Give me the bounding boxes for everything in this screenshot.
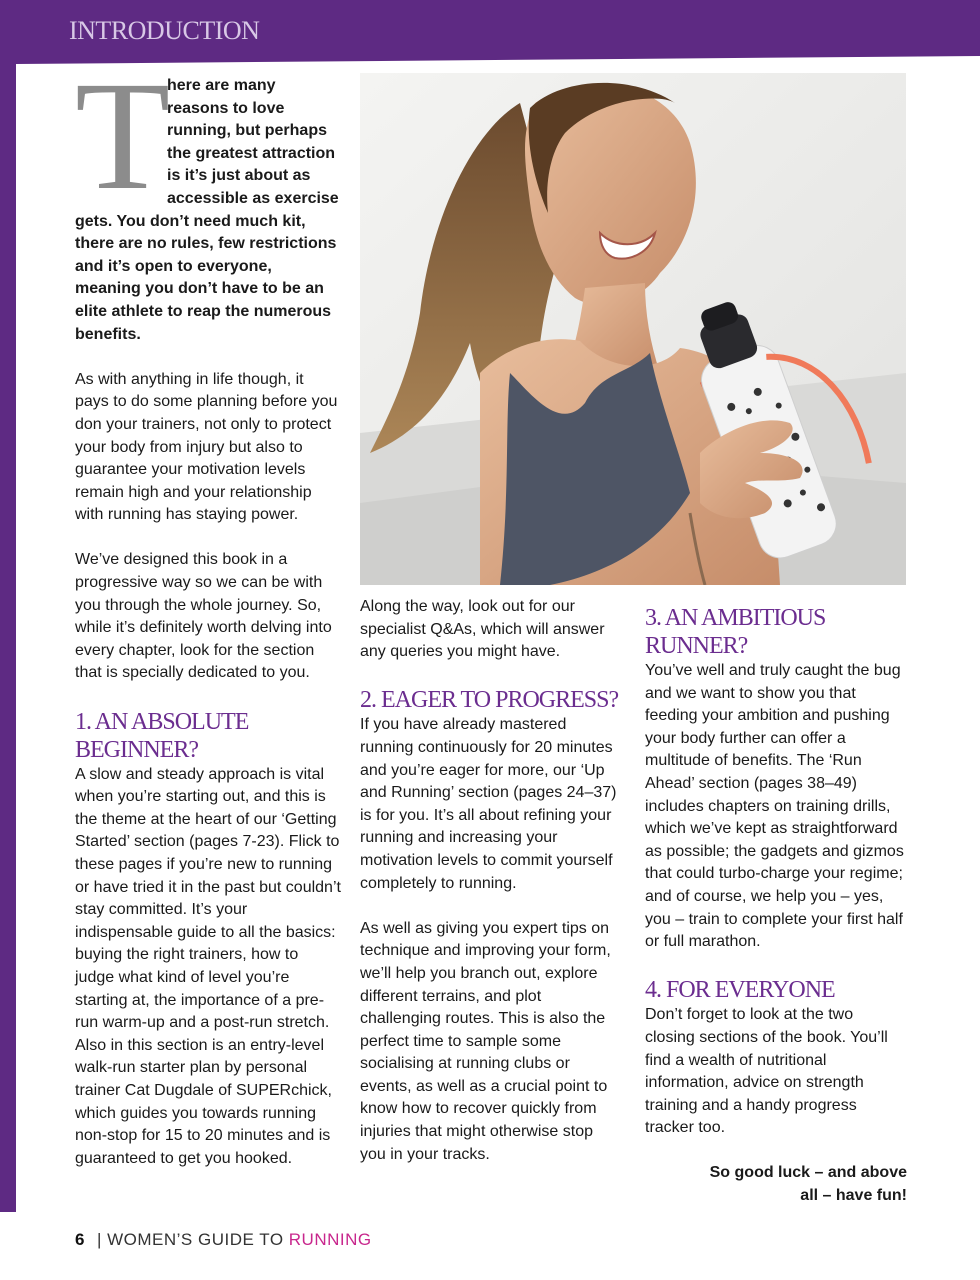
book-title-accent: RUNNING bbox=[288, 1230, 372, 1249]
section-body-everyone: Don’t forget to look at the two closing sections of the book. You’ll find a wealth of nutritional information, advice on strength training and a handy progress tracker too. bbox=[645, 1006, 888, 1137]
book-title: | WOMEN’S GUIDE TO bbox=[96, 1230, 289, 1249]
signoff bbox=[645, 1162, 907, 1207]
page-number: 6 bbox=[75, 1230, 85, 1249]
section-heading-eager: 2. EAGER TO PROGRESS? bbox=[360, 687, 619, 714]
intro-lead: here are many reasons to love running, but perhaps the greatest attraction is it’s just about as accessible as exercise gets. You don’t need much kit, there are no rules, few restrictions and it’s open to everyone, meaning you don’t have to be an elite athlete to reap the numerous benefits. bbox=[75, 77, 339, 343]
section-heading-ambitious: 3. AN AMBITIOUS RUNNER? bbox=[645, 605, 826, 659]
runner-photo bbox=[360, 73, 906, 585]
signoff-line-2: all – have fun! bbox=[800, 1187, 907, 1205]
column-2 bbox=[360, 596, 620, 1189]
section-body-eager: If you have already mastered running continuously for 20 minutes and you’re eager for more, our ‘Up and Running’ section (pages 24–37) is for you. It’s all about refining your running and increasing your motivation levels to commit yourself completely to running. bbox=[360, 716, 617, 892]
intro-paragraph: We’ve designed this book in a progressive way so we can be with you through the whole journey. So, while it’s definitely worth delving into every chapter, look for the section that is specially dedicated to you. bbox=[75, 551, 332, 682]
qa-note: Along the way, look out for our specialist Q&As, which will answer any queries you might have. bbox=[360, 598, 605, 661]
intro-paragraph: As with anything in life though, it pays to do some planning before you don your trainers, not only to protect your body from injury but also to guarantee your motivation levels remain high and your relationship with running has staying power. bbox=[75, 370, 338, 524]
page-footer bbox=[75, 1230, 372, 1250]
section-heading-beginner: 1. AN ABSOLUTE BEGINNER? bbox=[75, 708, 249, 763]
section-body-eager-2: As well as giving you expert tips on technique and improving your form, we’ll help you branch out, explore different terrains, and plot challenging routes. This is also the perfect time to sample some socialising at running clubs or events, as well as a crucial point to know how to recover quickly from injuries that might otherwise stop you in your tracks. bbox=[360, 919, 611, 1163]
drop-cap: T bbox=[75, 49, 171, 222]
section-heading-everyone: 4. FOR EVERYONE bbox=[645, 977, 835, 1004]
column-3 bbox=[645, 604, 907, 1208]
section-label: INTRODUCTION bbox=[69, 16, 260, 45]
signoff-line-1: So good luck – and above bbox=[709, 1164, 907, 1182]
section-body-ambitious: You’ve well and truly caught the bug and we want to show you that feeding your ambition and pushing your body further can offer a multitude of benefits. The ‘Run Ahead’ section (pages 38–49) includes chapters on training drills, which we’ve kept as straightforward as possible; the gadgets and gizmos that could turbo-charge your regime; and of course, we help you – yes, you – train to complete your first half or full marathon. bbox=[645, 662, 904, 951]
section-body-beginner: A slow and steady approach is vital when you’re starting out, and this is the theme at the heart of our ‘Getting Started’ section (pages 7-23). Flick to these pages if you’re new to running or have tried it in the past but couldn’t stay committed. It’s your indispensable guide to all the basics: buying the right trainers, how to judge what kind of level you’re starting at, the importance of a pre-run warm-up and a post-run stretch. Also in this section is an entry-level walk-run starter plan by personal trainer Cat Dugdale of SUPERchick, which guides you towards running non-stop for 15 to 20 minutes and is guaranteed to get you hooked. bbox=[75, 765, 341, 1167]
column-1 bbox=[75, 49, 341, 1193]
